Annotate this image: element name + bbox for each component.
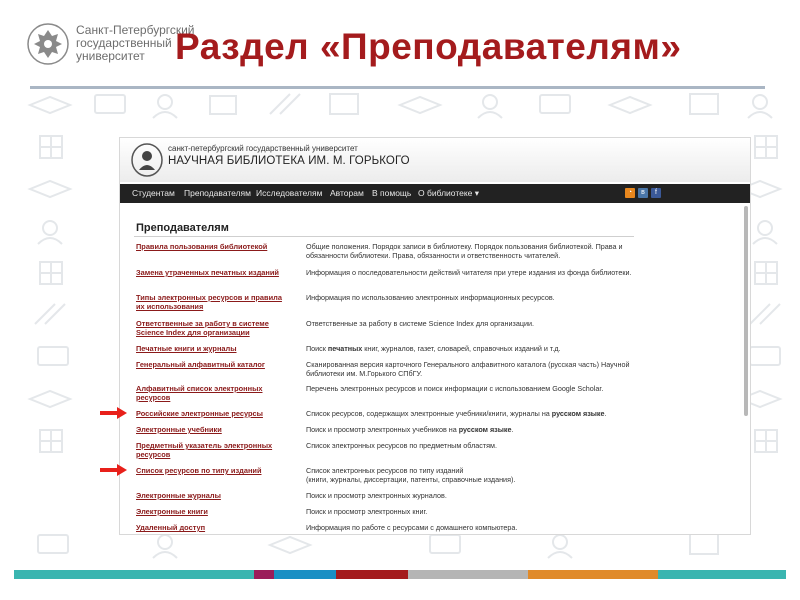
resource-link[interactable]: Замена утраченных печатных изданий bbox=[136, 268, 279, 277]
resource-link[interactable]: Электронные книги bbox=[136, 507, 208, 516]
library-emblem-icon bbox=[130, 142, 164, 178]
library-navbar bbox=[120, 184, 750, 203]
footer-stripe bbox=[336, 570, 408, 579]
footer-stripe bbox=[274, 570, 336, 579]
resource-link[interactable]: Электронные журналы bbox=[136, 491, 221, 500]
university-name-line: государственный bbox=[76, 36, 172, 50]
resource-description: Информация о последовательности действий читателя при утере издания из фонда библиотеки. bbox=[306, 268, 632, 277]
resource-link[interactable]: Типы электронных ресурсов и правила их использования bbox=[136, 293, 282, 311]
facebook-icon[interactable]: f bbox=[651, 188, 661, 198]
desc-text: Список ресурсов, содержащих электронные учебники/книги, журналы на bbox=[306, 409, 552, 418]
library-name: НАУЧНАЯ БИБЛИОТЕКА ИМ. М. ГОРЬКОГО bbox=[168, 155, 410, 167]
desc-text: Поиск bbox=[306, 344, 328, 353]
desc-text: . bbox=[604, 409, 607, 418]
resource-description bbox=[306, 425, 656, 434]
footer-stripe bbox=[14, 570, 254, 579]
library-header bbox=[120, 138, 750, 182]
section-title: Преподавателям bbox=[136, 222, 229, 234]
resource-link[interactable]: Российские электронные ресурсы bbox=[136, 409, 263, 418]
resource-description: Информация по использованию электронных информационных ресурсов. bbox=[306, 293, 555, 302]
resource-link[interactable]: Предметный указатель электронных ресурсов bbox=[136, 441, 273, 459]
nav-researchers[interactable]: Исследователям bbox=[256, 188, 323, 198]
resource-description: Информация по работе с ресурсами с домашнего компьютера. bbox=[306, 523, 518, 532]
university-name-line: Санкт-Петербургский bbox=[76, 23, 195, 37]
nav-about[interactable]: О библиотеке ▾ bbox=[418, 188, 480, 198]
resource-description: Перечень электронных ресурсов и поиск информации с использованием Google Scholar. bbox=[306, 384, 604, 393]
resource-link[interactable]: Алфавитный список электронных ресурсов bbox=[136, 384, 263, 402]
resource-link[interactable]: Печатные книги и журналы bbox=[136, 344, 237, 353]
header-divider bbox=[30, 86, 765, 89]
desc-emphasis: русском языке bbox=[551, 409, 605, 418]
resource-description: Общие положения. Порядок записи в библиотеку. Порядок пользования библиотекой. Права и обязанности библиотеки. Права, обязанности и ответственность читателей. bbox=[306, 242, 623, 260]
desc-text: книг, журналов, газет, словарей, справочных изданий и т.д. bbox=[362, 344, 561, 353]
desc-text: Поиск и просмотр электронных учебников на bbox=[306, 425, 459, 434]
library-website-screenshot bbox=[120, 138, 750, 534]
resource-link[interactable]: Список ресурсов по типу изданий bbox=[136, 466, 262, 475]
footer-stripe bbox=[408, 570, 528, 579]
nav-authors[interactable]: Авторам bbox=[330, 188, 364, 198]
resource-link[interactable]: Генеральный алфавитный каталог bbox=[136, 360, 265, 369]
vk-icon[interactable]: в bbox=[638, 188, 648, 198]
resource-description: Поиск и просмотр электронных журналов. bbox=[306, 491, 447, 500]
desc-line: (книги, журналы, диссертации, патенты, справочные издания). bbox=[306, 475, 516, 484]
resource-description bbox=[306, 344, 656, 353]
desc-emphasis: русском языке bbox=[458, 425, 512, 434]
university-crest-icon bbox=[26, 22, 70, 66]
page-scrollbar[interactable] bbox=[744, 206, 748, 416]
slide-title: Раздел «Преподавателям» bbox=[175, 26, 682, 67]
resource-link[interactable]: Удаленный доступ bbox=[136, 523, 206, 532]
nav-students[interactable]: Студентам bbox=[132, 188, 175, 198]
library-university-name: санкт-петербургский государственный университет bbox=[168, 144, 358, 153]
resource-link[interactable]: Правила пользования библиотекой bbox=[136, 242, 268, 251]
desc-line: Список электронных ресурсов по типу изданий bbox=[306, 466, 464, 475]
footer-stripe bbox=[254, 570, 274, 579]
footer-stripe bbox=[658, 570, 786, 579]
section-divider bbox=[134, 236, 634, 237]
resource-link[interactable]: Ответственные за работу в системе Science Index для организации bbox=[136, 319, 269, 337]
resource-description: Ответственные за работу в системе Science Index для организации. bbox=[306, 319, 534, 328]
resource-link[interactable]: Электронные учебники bbox=[136, 425, 222, 434]
resource-description: Поиск и просмотр электронных книг. bbox=[306, 507, 428, 516]
rss-icon[interactable]: ◔ bbox=[625, 188, 635, 198]
nav-help[interactable]: В помощь bbox=[372, 188, 412, 198]
resource-description: Сканированная версия карточного Генерального алфавитного каталога (русская часть) Научной библиотеки им. М.Горького СПбГУ. bbox=[306, 360, 630, 378]
pointer-arrow-icon bbox=[100, 406, 128, 420]
resource-description: Список электронных ресурсов по предметным областям. bbox=[306, 441, 497, 450]
desc-text: . bbox=[511, 425, 514, 434]
desc-emphasis: печатных bbox=[327, 344, 363, 353]
university-name-line: университет bbox=[76, 49, 145, 63]
nav-teachers[interactable]: Преподавателям bbox=[184, 188, 252, 198]
pointer-arrow-icon bbox=[100, 463, 128, 477]
footer-stripe bbox=[528, 570, 658, 579]
resource-description bbox=[306, 409, 656, 418]
resource-description bbox=[306, 466, 656, 484]
